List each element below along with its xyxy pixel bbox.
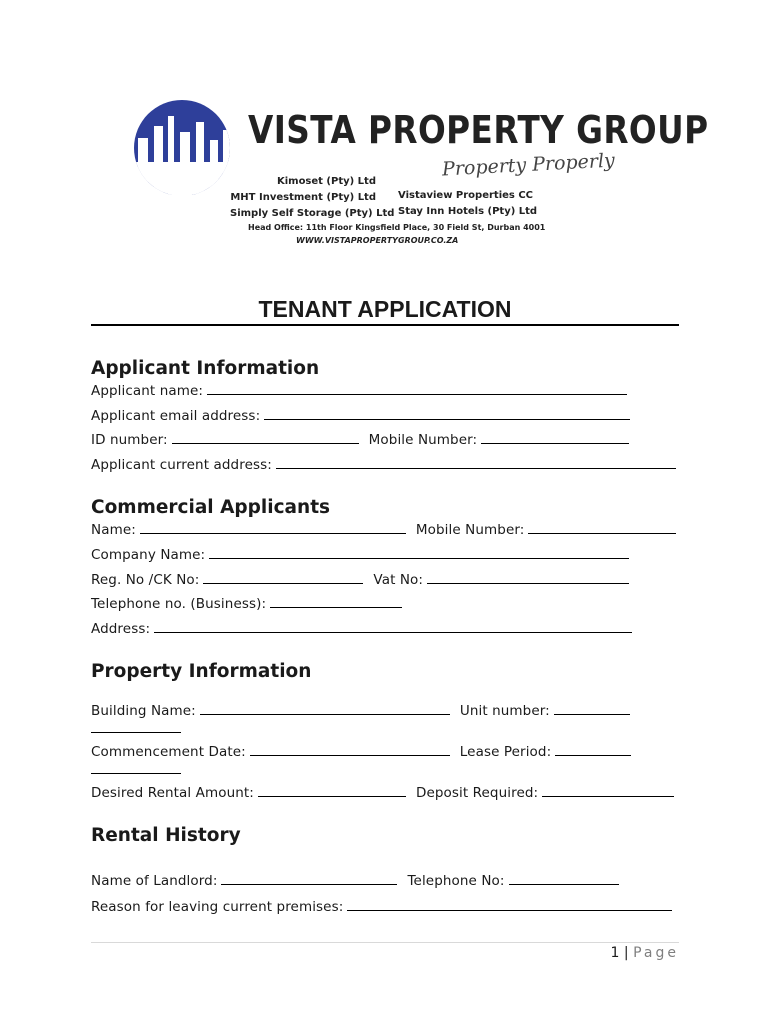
- field-label: Building Name:: [91, 703, 196, 719]
- applicant-email-field[interactable]: [264, 407, 630, 420]
- building-name-field[interactable]: [200, 702, 450, 715]
- commencement-date-field[interactable]: [250, 743, 450, 756]
- subsidiaries-right: [398, 188, 537, 220]
- reason-leaving-field[interactable]: [347, 898, 672, 911]
- applicant-id-row: [91, 431, 629, 448]
- company-name: VISTA PROPERTY GROUP: [248, 108, 709, 152]
- commercial-name-row: [91, 521, 676, 538]
- field-label: Applicant email address:: [91, 408, 261, 424]
- subsidiary-name: Simply Self Storage (Pty) Ltd: [230, 208, 395, 219]
- letterhead: [130, 96, 709, 256]
- section-heading-applicant: Applicant Information: [91, 358, 320, 379]
- unit-number-continuation[interactable]: [91, 732, 181, 733]
- field-label: Applicant current address:: [91, 457, 272, 473]
- field-label: Name:: [91, 522, 136, 538]
- building-row: [91, 702, 630, 719]
- page-number: 1: [610, 945, 620, 961]
- field-label: Company Name:: [91, 547, 206, 563]
- business-telephone-field[interactable]: [270, 595, 402, 608]
- applicant-email-row: [91, 407, 630, 424]
- lease-period-field[interactable]: [555, 743, 631, 756]
- head-office-address: Head Office: 11th Floor Kingsfield Place, 30 Field St, Durban 4001: [248, 223, 546, 232]
- applicant-mobile-field[interactable]: [481, 431, 629, 444]
- landlord-row: [91, 872, 619, 889]
- commercial-mobile-field[interactable]: [528, 521, 676, 534]
- commercial-address-row: [91, 620, 632, 637]
- field-label: ID number:: [91, 432, 168, 448]
- company-name-field[interactable]: [209, 546, 629, 559]
- field-label: Commencement Date:: [91, 744, 246, 760]
- company-tagline: Property Properly: [441, 149, 616, 181]
- vat-number-field[interactable]: [427, 571, 629, 584]
- id-number-field[interactable]: [172, 431, 359, 444]
- commercial-address-field[interactable]: [154, 620, 632, 633]
- form-title: TENANT APPLICATION: [258, 296, 512, 322]
- field-label: Reason for leaving current premises:: [91, 899, 344, 915]
- lease-period-continuation[interactable]: [91, 773, 181, 774]
- applicant-address-row: [91, 456, 676, 473]
- subsidiaries-left: [230, 174, 395, 222]
- business-telephone-row: [91, 595, 402, 612]
- subsidiary-name: Vistaview Properties CC: [398, 190, 534, 201]
- company-website: WWW.VISTAPROPERTYGROUP.CO.ZA: [296, 236, 459, 245]
- field-label: Mobile Number:: [415, 522, 525, 538]
- deposit-required-field[interactable]: [542, 784, 674, 797]
- unit-number-field[interactable]: [554, 702, 630, 715]
- field-label: Reg. No /CK No:: [91, 572, 200, 588]
- subsidiary-name: Kimoset (Pty) Ltd: [276, 176, 376, 187]
- field-label: Applicant name:: [91, 383, 204, 399]
- registration-row: [91, 571, 629, 588]
- field-label: Address:: [91, 621, 151, 637]
- applicant-name-field[interactable]: [207, 382, 627, 395]
- rental-amount-field[interactable]: [258, 784, 406, 797]
- field-label: Desired Rental Amount:: [91, 785, 254, 801]
- applicant-name-row: [91, 382, 627, 399]
- field-label: Lease Period:: [459, 744, 552, 760]
- commencement-row: [91, 743, 631, 760]
- landlord-telephone-field[interactable]: [509, 872, 619, 885]
- section-heading-property: Property Information: [91, 661, 312, 682]
- rental-amount-row: [91, 784, 674, 801]
- reg-number-field[interactable]: [203, 571, 363, 584]
- page-word: Page: [633, 945, 679, 961]
- subsidiary-name: MHT Investment (Pty) Ltd: [230, 192, 376, 203]
- page-separator: |: [623, 945, 629, 961]
- section-heading-commercial: Commercial Applicants: [91, 497, 331, 518]
- field-label: Name of Landlord:: [91, 873, 218, 889]
- field-label: Telephone no. (Business):: [91, 596, 267, 612]
- field-label: Unit number:: [459, 703, 550, 719]
- subsidiary-name: Stay Inn Hotels (Pty) Ltd: [398, 206, 538, 217]
- page-footer: [611, 945, 679, 961]
- title-underline: [91, 324, 679, 326]
- footer-divider: [91, 942, 679, 943]
- section-heading-rental-history: Rental History: [91, 825, 241, 846]
- company-name-row: [91, 546, 629, 563]
- commercial-name-field[interactable]: [140, 521, 406, 534]
- field-label: Vat No:: [373, 572, 424, 588]
- field-label: Telephone No:: [407, 873, 505, 889]
- field-label: Mobile Number:: [368, 432, 478, 448]
- field-label: Deposit Required:: [415, 785, 539, 801]
- reason-leaving-row: [91, 898, 672, 915]
- landlord-name-field[interactable]: [221, 872, 397, 885]
- applicant-address-field[interactable]: [276, 456, 676, 469]
